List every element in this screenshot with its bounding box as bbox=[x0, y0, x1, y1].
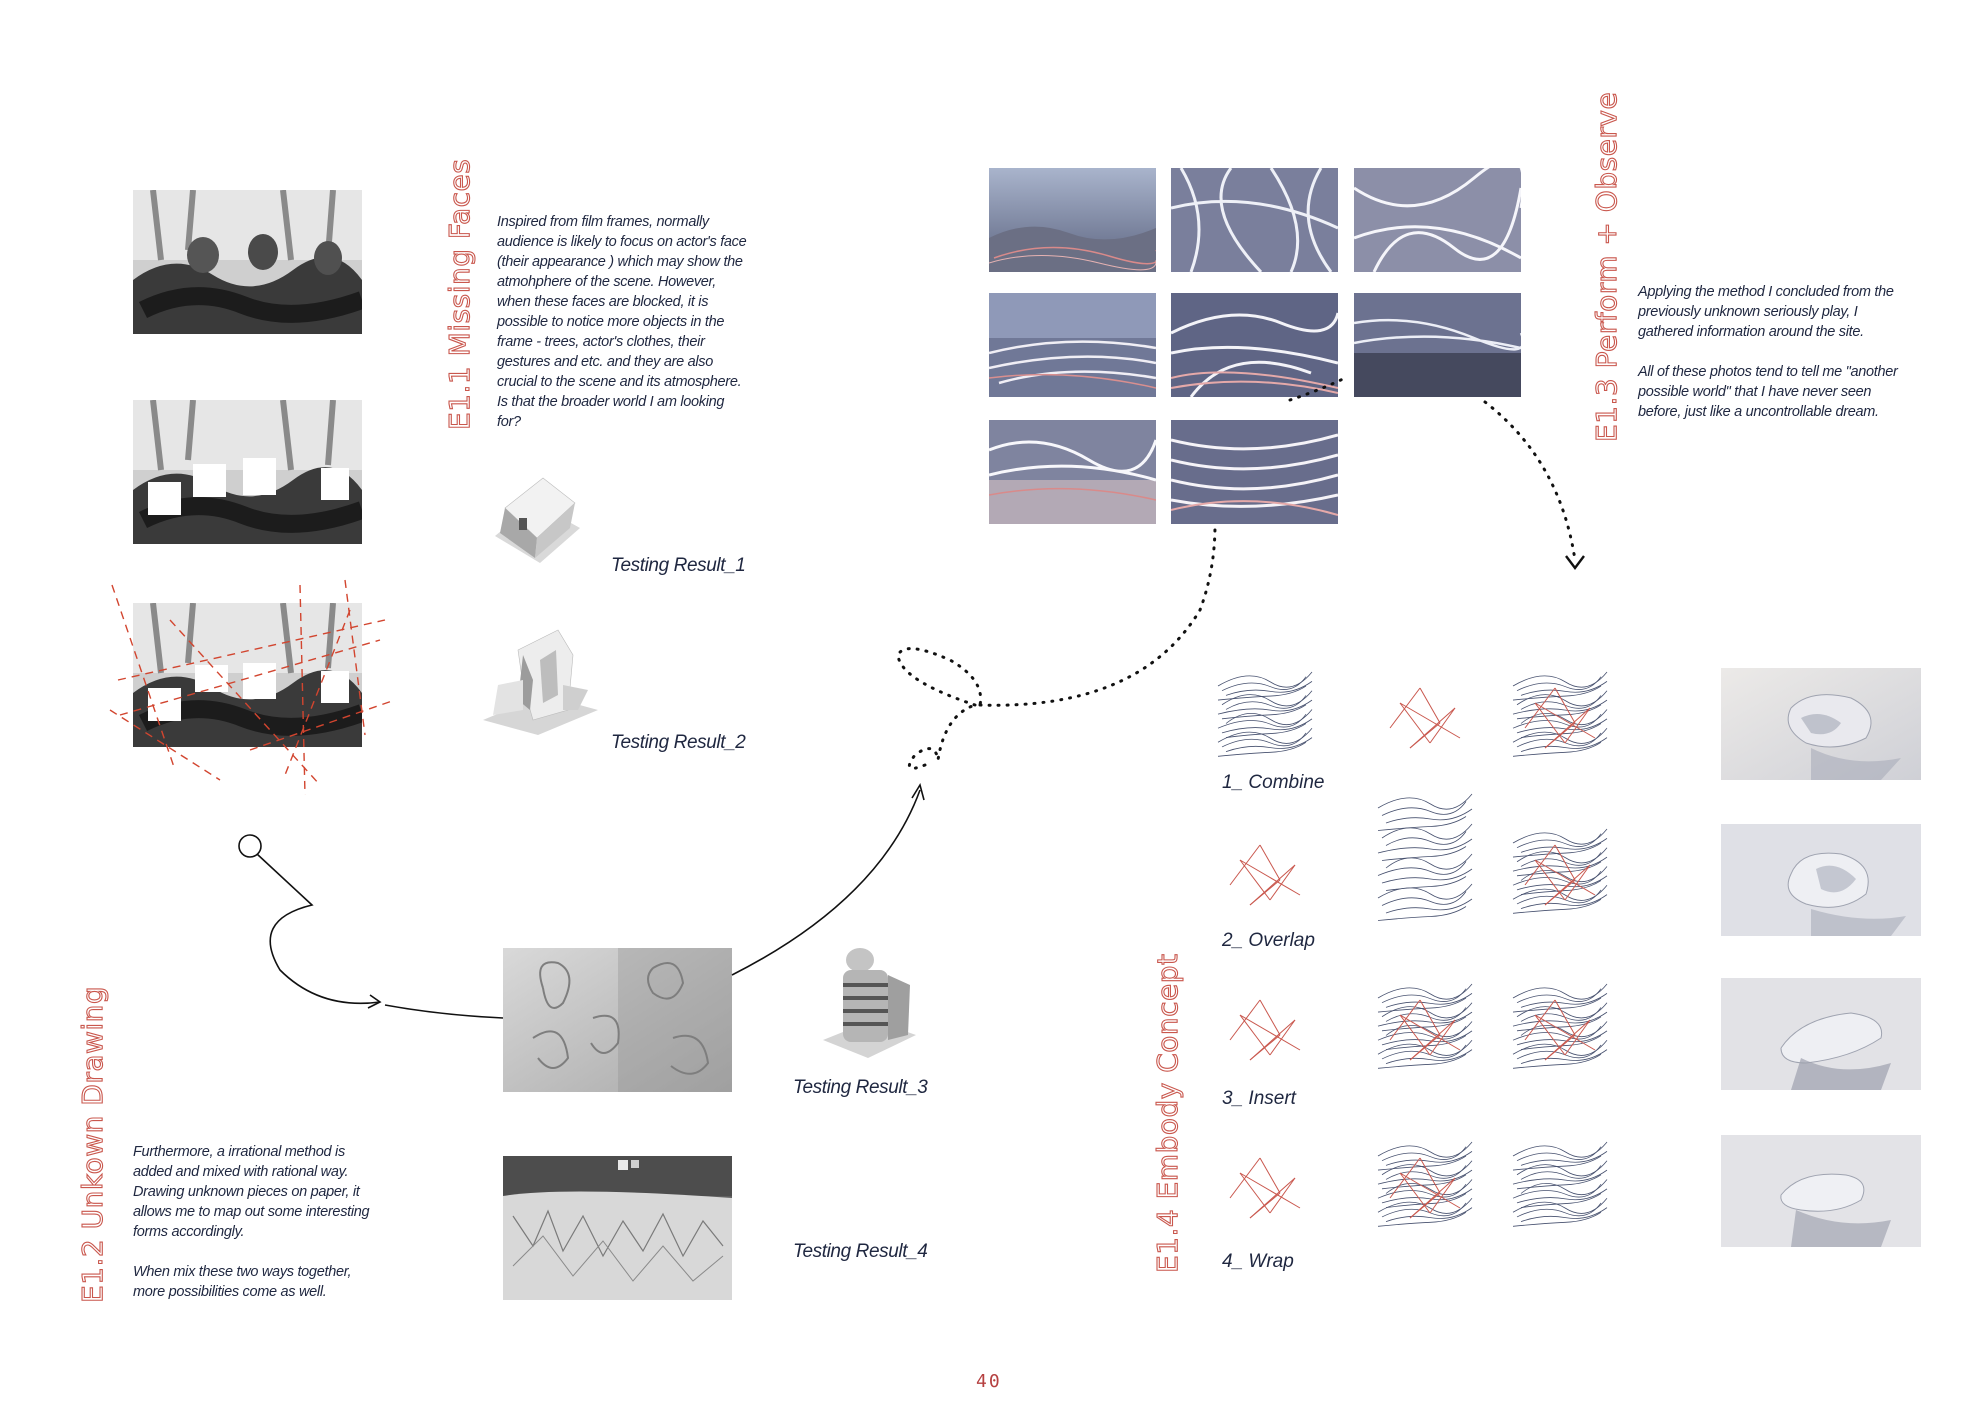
figure-overlap-1 bbox=[1210, 825, 1320, 920]
title-e11-missing-faces: E1.1 Missing Faces bbox=[443, 158, 476, 430]
site-photo-2 bbox=[1171, 168, 1338, 272]
testing-result-4-caption: Testing Result_4 bbox=[793, 1241, 928, 1262]
testing-result-1-caption: Testing Result_1 bbox=[611, 555, 746, 576]
figure-overlap-3 bbox=[1505, 825, 1615, 920]
title-e13-perform-observe: E1.3 Perform + Observe bbox=[1590, 91, 1623, 442]
film-frame-analysis bbox=[133, 603, 362, 747]
site-photo-6 bbox=[1354, 293, 1521, 397]
title-e12-unknown-drawing: E1.2 Unkown Drawing bbox=[76, 985, 109, 1303]
site-photo-4 bbox=[989, 293, 1156, 397]
e11-description bbox=[497, 212, 750, 432]
flow-arrow-1 bbox=[239, 835, 503, 1018]
step-label-insert: 3_ Insert bbox=[1222, 1088, 1296, 1109]
figure-wrap-3 bbox=[1505, 1138, 1615, 1233]
e13-paragraph-1: Applying the method I concluded from the previously unknown seriously play, I gathered information around the site. bbox=[1638, 284, 1894, 340]
dotted-path-arrowhead bbox=[1566, 556, 1584, 568]
render-wrap bbox=[1721, 1135, 1921, 1247]
testing-result-3-model bbox=[818, 940, 918, 1060]
page-number: 40 bbox=[976, 1371, 1002, 1392]
figure-insert-2 bbox=[1370, 980, 1480, 1075]
step-label-wrap: 4_ Wrap bbox=[1222, 1251, 1294, 1272]
e12-paragraph-2: When mix these two ways together, more possibilities come as well. bbox=[133, 1264, 352, 1300]
figure-combine-3 bbox=[1505, 668, 1615, 763]
testing-result-2-model bbox=[478, 625, 603, 740]
e13-description bbox=[1638, 282, 1902, 422]
testing-result-2-caption: Testing Result_2 bbox=[611, 732, 746, 753]
figure-wrap-2 bbox=[1370, 1138, 1480, 1233]
film-frame-original bbox=[133, 190, 362, 334]
e11-paragraph: Inspired from film frames, normally audience is likely to focus on actor's face (their appearance ) which may show the atmohphere of the scene. However, when these faces are blocked, it is possible to notice more objects in the frame - trees, actor's clothes, their gestures and etc. and they are also crucial to the scene and its atmosphere. Is that the broader world I am looking for? bbox=[497, 214, 747, 430]
figure-insert-1 bbox=[1210, 980, 1320, 1075]
render-overlap bbox=[1721, 824, 1921, 936]
step-label-combine: 1_ Combine bbox=[1222, 772, 1325, 793]
render-insert bbox=[1721, 978, 1921, 1090]
figure-wrap-1 bbox=[1210, 1138, 1320, 1233]
drawing-on-paper-photo bbox=[503, 1156, 732, 1300]
e13-paragraph-2: All of these photos tend to tell me "another possible world" that I have never seen before, just like a uncontrollable dream. bbox=[1638, 364, 1898, 420]
testing-result-3-caption: Testing Result_3 bbox=[793, 1077, 928, 1098]
step-label-overlap: 2_ Overlap bbox=[1222, 930, 1315, 951]
film-frame-faces-blocked bbox=[133, 400, 362, 544]
title-e14-embody-concept: E1.4 Embody Concept bbox=[1151, 953, 1184, 1273]
site-photo-5 bbox=[1171, 293, 1338, 397]
site-photo-7 bbox=[989, 420, 1156, 524]
e12-paragraph-1: Furthermore, a irrational method is added and mixed with rational way. Drawing unknown pieces on paper, it allows me to map out some interesting forms accordingly. bbox=[133, 1144, 370, 1240]
render-combine bbox=[1721, 668, 1921, 780]
site-photo-3 bbox=[1354, 168, 1521, 272]
figure-overlap-2 bbox=[1370, 790, 1480, 930]
figure-combine-1 bbox=[1210, 668, 1320, 763]
figure-combine-2 bbox=[1370, 668, 1480, 763]
site-photo-1 bbox=[989, 168, 1156, 272]
unknown-drawing-photo bbox=[503, 948, 732, 1092]
site-photo-8 bbox=[1171, 420, 1338, 524]
testing-result-1-model bbox=[485, 468, 585, 573]
figure-insert-3 bbox=[1505, 980, 1615, 1075]
e12-description bbox=[133, 1142, 385, 1302]
